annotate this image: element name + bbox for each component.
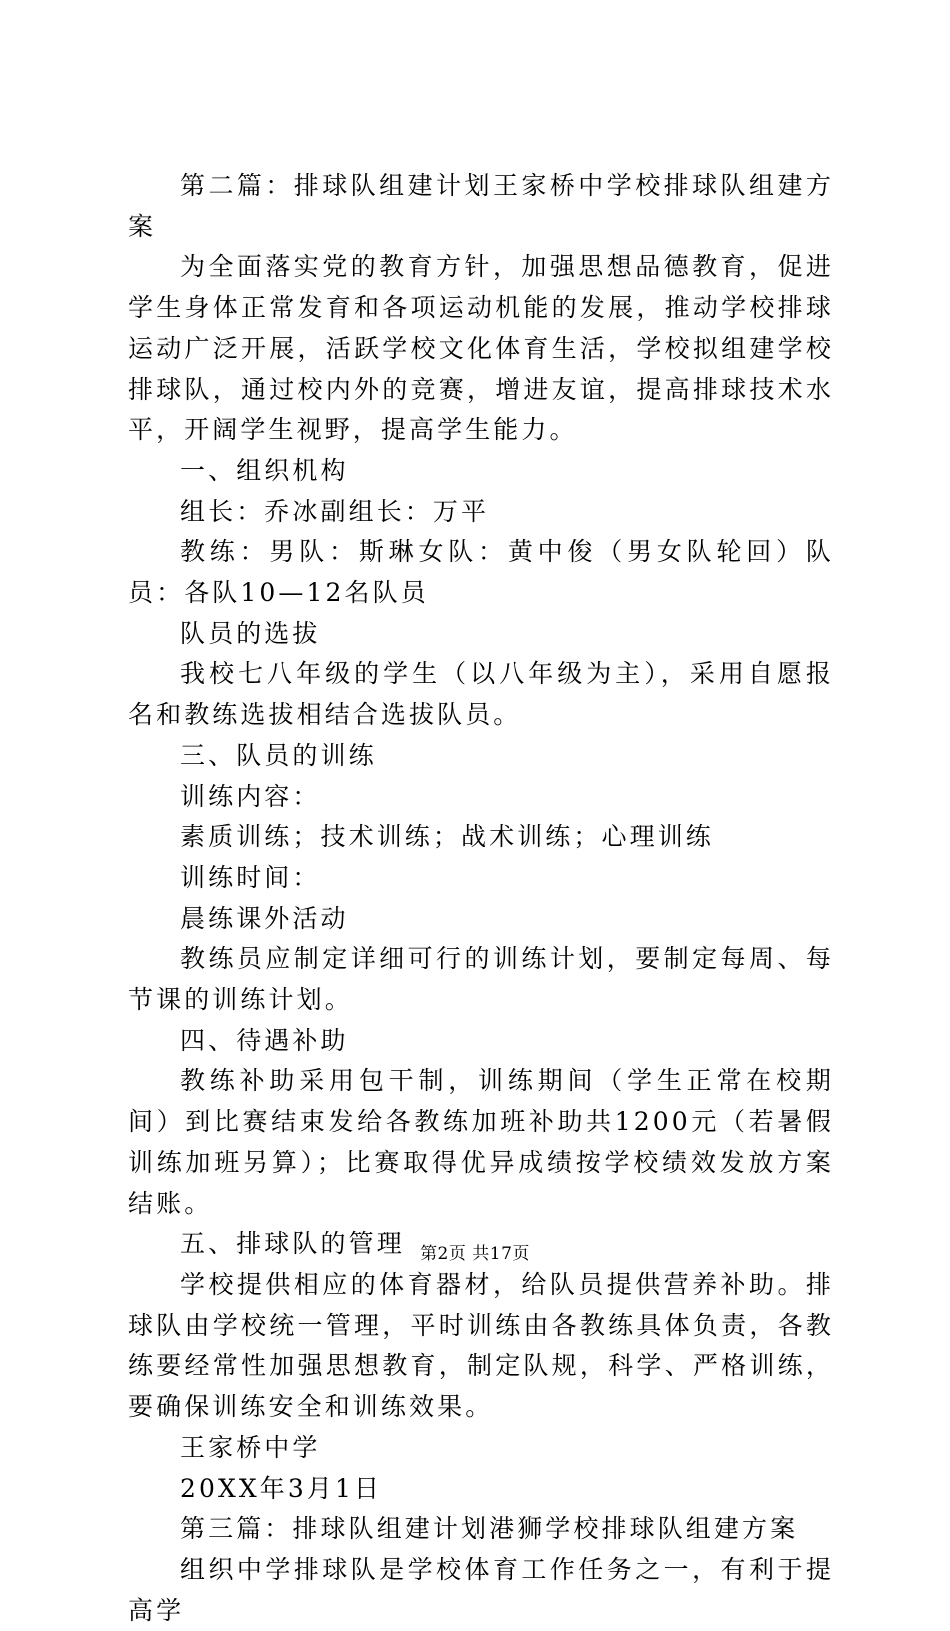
- section-heading-part-three: 第三篇：排球队组建计划港狮学校排球队组建方案: [180, 1514, 799, 1544]
- training-time-value: 晨练课外活动: [180, 903, 349, 933]
- heading-organization: 一、组织机构: [180, 455, 349, 485]
- training-content-list: 素质训练；技术训练；战术训练；心理训练: [180, 822, 714, 852]
- heading-management: 五、排球队的管理: [180, 1229, 405, 1259]
- page-number-footer: 第2页 共17页: [420, 1244, 530, 1264]
- intro-paragraph: 为全面落实党的教育方针，加强思想品德教育，促进学生身体正常发育和各项运动机能的发展，推动学校排球运动广泛开展，活跃学校文化体育生活，学校拟组建学校排球队，通过校内外的竞赛，增进友谊，提高排球技术水平，开阔学生视野，提高学生能力。: [128, 252, 834, 445]
- training-plan-paragraph: 教练员应制定详细可行的训练计划，要制定每周、每节课的训练计划。: [128, 944, 834, 1015]
- training-time-label: 训练时间：: [180, 862, 321, 892]
- heading-subsidy: 四、待遇补助: [180, 1025, 349, 1055]
- signature-school: 王家桥中学: [180, 1432, 321, 1462]
- management-paragraph: 学校提供相应的体育器材，给队员提供营养补助。排球队由学校统一管理，平时训练由各教练具体负责，各教练要经常性加强思想教育，制定队规，科学、严格训练，要确保训练安全和训练效果。: [128, 1269, 834, 1422]
- heading-training: 三、队员的训练: [180, 740, 377, 770]
- subsidy-paragraph: 教练补助采用包干制，训练期间（学生正常在校期间）到比赛结束发给各教练加班补助共1200元（若暑假训练加班另算）；比赛取得优异成绩按学校绩效发放方案结账。: [128, 1066, 834, 1218]
- part-three-intro: 组织中学排球队是学校体育工作任务之一，有利于提高学: [128, 1554, 834, 1625]
- training-content-label: 训练内容：: [180, 781, 321, 811]
- document-body: [128, 166, 834, 1631]
- signature-date: 20XX年3月1日: [180, 1473, 383, 1503]
- coaches-line: 教练：男队：斯琳女队：黄中俊（男女队轮回）队员：各队10—12名队员: [128, 537, 834, 608]
- selection-paragraph: 我校七八年级的学生（以八年级为主），采用自愿报名和教练选拔相结合选拔队员。: [128, 659, 834, 730]
- heading-selection: 队员的选拔: [180, 618, 321, 648]
- leaders-line: 组长：乔冰副组长：万平: [180, 496, 490, 526]
- section-heading-part-two: 第二篇：排球队组建计划王家桥中学校排球队组建方案: [128, 171, 834, 241]
